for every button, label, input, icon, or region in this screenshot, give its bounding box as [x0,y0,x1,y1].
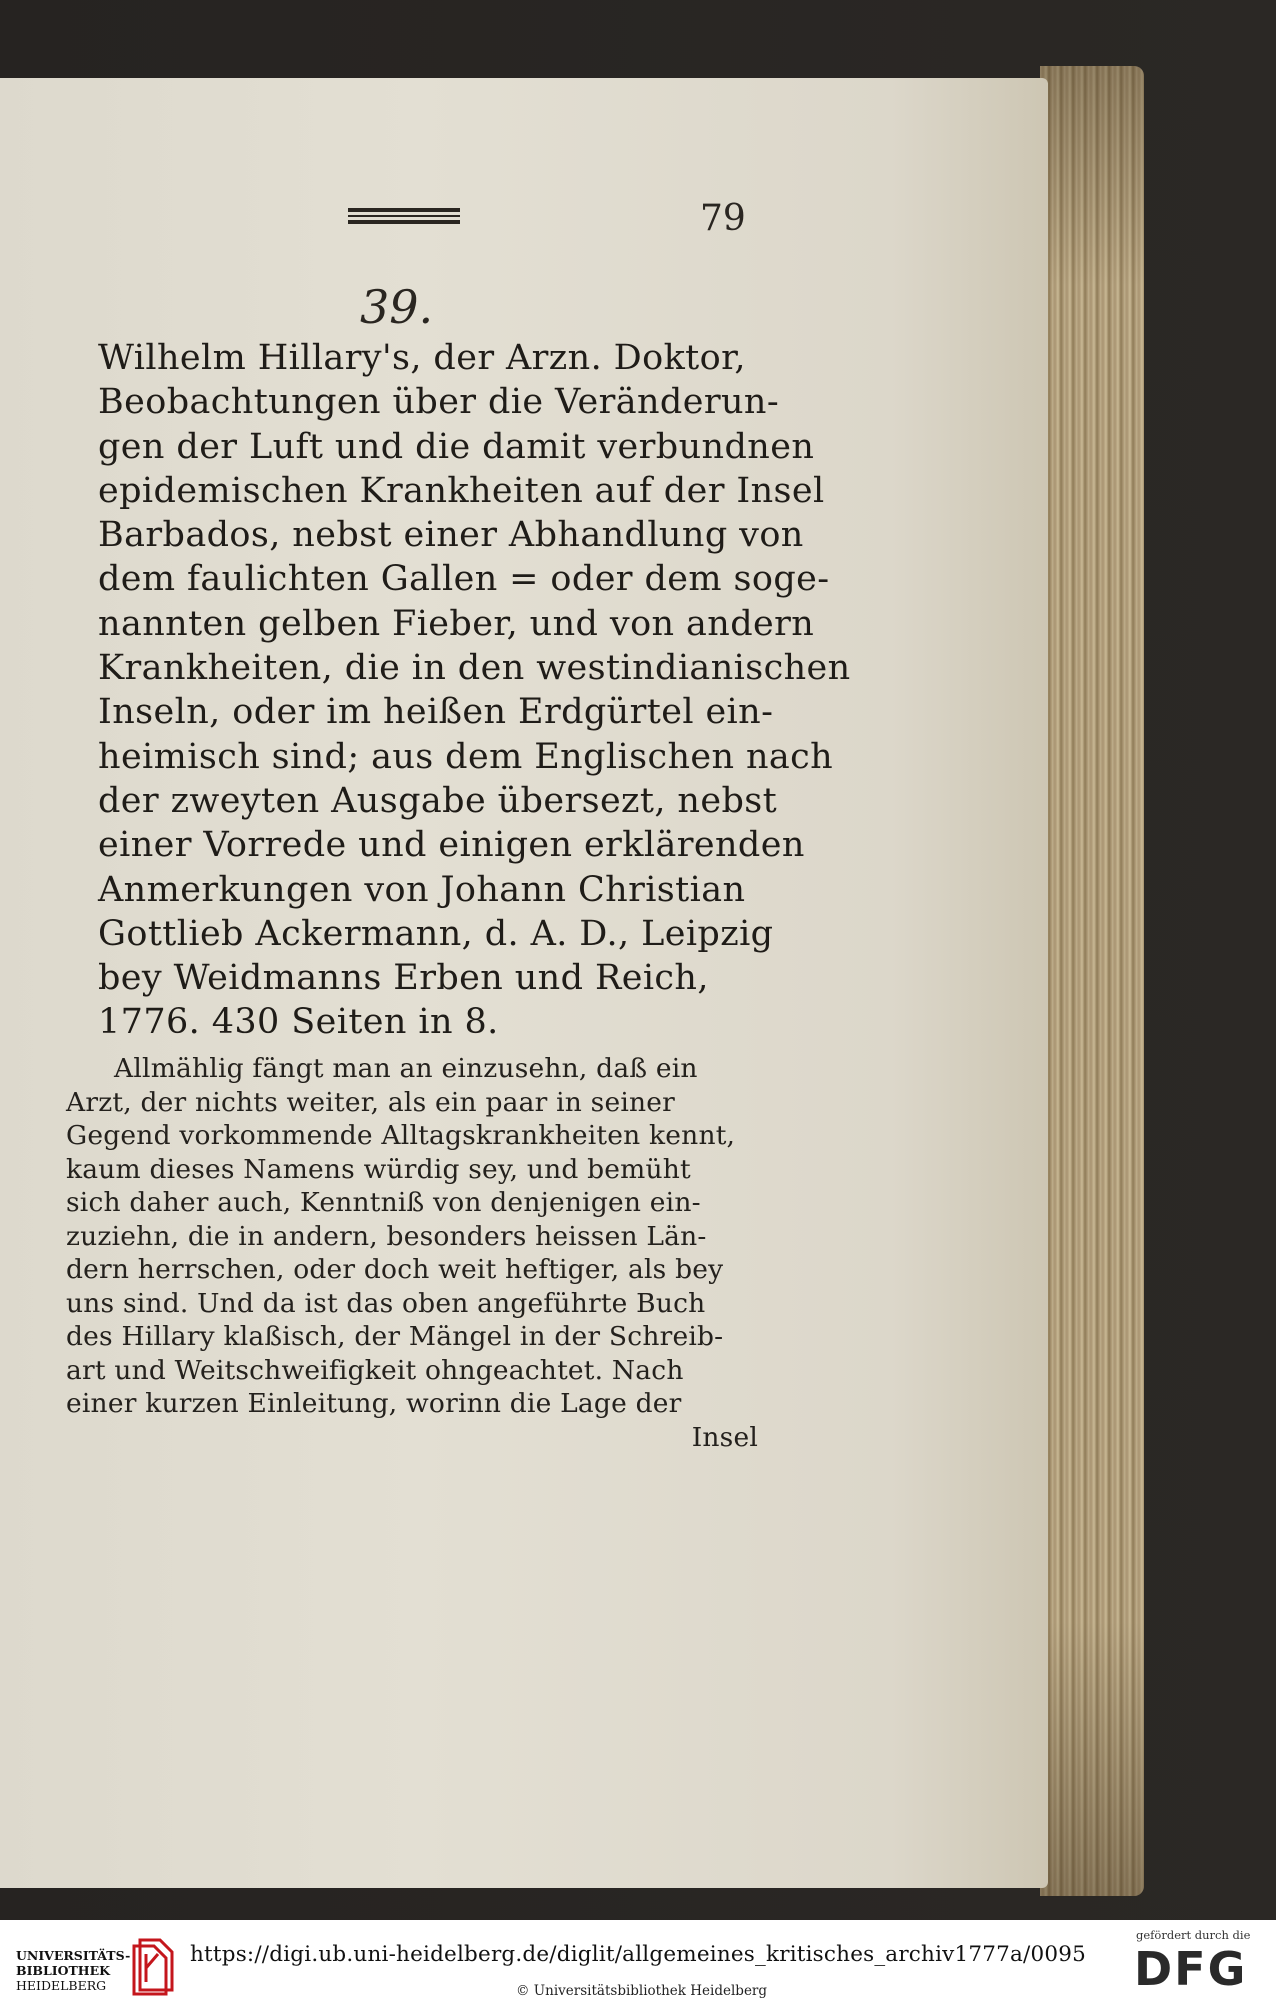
title-line: der zweyten Ausgabe übersezt, nebst [98,780,778,821]
title-line: Barbados, nebst einer Abhandlung von [98,515,804,556]
body-line: zuziehn, die in andern, besonders heissen Län- [66,1220,707,1252]
title-line: Beobachtungen über die Veränderun- [98,382,780,423]
title-line: Inseln, oder im heißen Erdgürtel ein- [98,692,774,733]
library-line: UNIVERSITÄTS- [16,1948,131,1963]
library-line: HEIDELBERG [16,1978,107,1993]
library-logo-icon [130,1932,178,1996]
title-line: heimisch sind; aus dem Englischen nach [98,736,834,777]
title-line: 1776. 430 Seiten in 8. [98,1002,499,1043]
body-line: Arzt, der nichts weiter, als ein paar in seiner [66,1086,676,1118]
dfg-logo: DFG [1134,1942,1248,1996]
title-line: epidemischen Krankheiten auf der Insel [98,470,825,511]
title-line: gen der Luft und die damit verbundnen [98,426,815,467]
library-name [16,1948,130,1993]
body-line: uns sind. Und da ist das oben angeführte Buch [66,1287,706,1319]
title-line: Wilhelm Hillary's, der Arzn. Doktor, [98,338,746,378]
body-line: dern herrschen, oder doch weit heftiger, als bey [66,1254,724,1285]
page-url-link[interactable]: https://digi.ub.uni-heidelberg.de/diglit/allgemeines_kritisches_archiv1777a/0095 [190,1942,1087,1967]
catchword: Insel [691,1421,758,1453]
page-edge-shade [1040,66,1144,1896]
title-line: Krankheiten, die in den westindianischen [98,648,851,689]
copyright: © Universitätsbibliothek Heidelberg [516,1983,768,1999]
title-line: einer Vorrede und einigen erklärenden [98,825,805,866]
title-line: Gottlieb Ackermann, d. A. D., Leipzig [98,913,774,954]
body-line: des Hillary klaßisch, der Mängel in der Schreib- [66,1321,724,1352]
title-line: nannten gelben Fieber, und von andern [98,603,815,644]
entry-title [98,336,851,1045]
entry-number: 39. [360,280,434,334]
library-line: BIBLIOTHEK [16,1963,111,1978]
body-line: sich daher auch, Kenntniß von denjenigen ein- [66,1187,701,1218]
body-line: einer kurzen Einleitung, worinn die Lage der [66,1388,682,1419]
title-line: bey Weidmanns Erben und Reich, [98,958,709,999]
body-line: Allmählig fängt man an einzusehn, daß ein [114,1053,698,1084]
page-number: 79 [700,198,746,239]
body-line: art und Weitschweifigkeit ohngeachtet. Nach [66,1354,684,1386]
dfg-caption: gefördert durch die [1136,1928,1251,1942]
body-line: kaum dieses Namens würdig sey, und bemüht [66,1153,691,1185]
title-line: dem faulichten Gallen = oder dem soge- [98,559,830,600]
body-text [66,1052,758,1454]
title-line: Anmerkungen von Johann Christian [98,869,746,910]
header-rule [348,208,460,226]
body-line: Gegend vorkommende Alltagskrankheiten kennt, [66,1120,736,1151]
